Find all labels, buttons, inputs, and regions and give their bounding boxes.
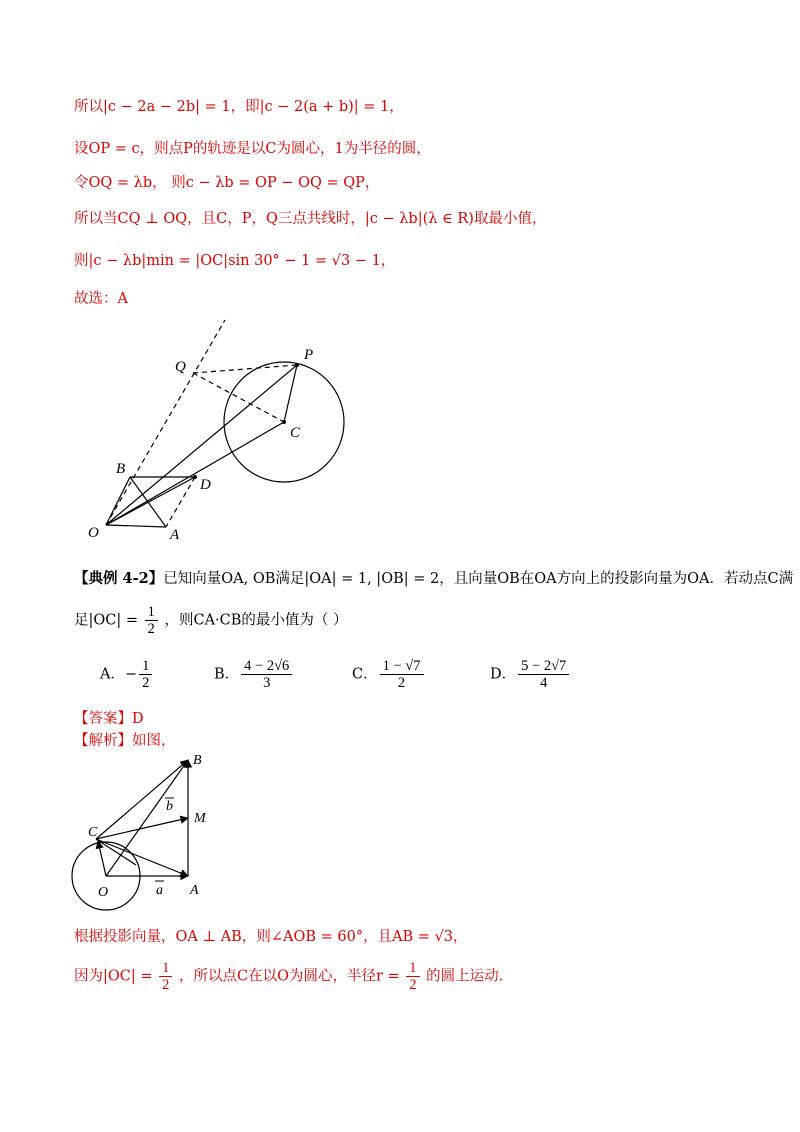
label-C: C (290, 425, 301, 441)
label2-B: B (193, 753, 202, 768)
solution-line-3: 令OQ = λb， 则c − λb = OP − OQ = QP， (74, 175, 380, 191)
figure-2-diagram (70, 748, 220, 920)
label2-a: a (156, 883, 163, 898)
label2-b: b (166, 799, 173, 814)
label2-A: A (190, 883, 199, 898)
stem-fraction: $\frac{1}{2}$ (145, 604, 158, 637)
label-Q: Q (175, 359, 186, 375)
label-D: D (200, 477, 211, 493)
option-b[interactable]: B． $\frac{4 - 2√6}{3}$ (214, 658, 294, 691)
option-d[interactable]: D． $\frac{5 - 2√7}{4}$ (490, 658, 571, 691)
solution-line-5: 则|c − λb|min = |OC|sin 30° − 1 = √3 − 1， (74, 253, 396, 269)
answer-tag: 【答案】 (74, 711, 132, 727)
label-A: A (170, 527, 180, 543)
answer-line (74, 708, 144, 730)
option-c[interactable]: C． $\frac{1 - √7}{2}$ (352, 658, 426, 691)
closing-line-2: 因为|OC| = $\frac{1}{2}$ ，所以点C在以O为圆心，半径r = $\frac{1}{2}$ 的圆上运动. (74, 960, 504, 993)
label-B: B (116, 461, 126, 477)
figure-1-dashed-ray (106, 320, 225, 525)
solution-line-1: 所以|c − 2a − 2b| = 1，即|c − 2(a + b)| = 1， (74, 99, 404, 115)
example-stem-line-2: 足|OC| = $\frac{1}{2}$ ，则CA·CB的最小值为（ ） (74, 604, 348, 637)
option-a[interactable]: A．− $\frac{1}{2}$ (100, 658, 154, 691)
example-stem-text: 已知向量OA, OB满足|OA| = 1, |OB| = 2，且向量OB在OA方向上的投影向量为OA．若动点C满 (163, 571, 794, 587)
example-tag: 【典例 4-2】 (74, 570, 164, 587)
label2-O: O (98, 885, 109, 900)
analysis-text: 如图， (132, 733, 176, 749)
label-O: O (88, 525, 99, 541)
answer-value: D (132, 711, 144, 727)
solution-line-2: 设OP = c，则点P的轨迹是以C为圆心，1为半径的圆， (74, 141, 431, 157)
label2-C: C (88, 825, 98, 840)
solution-line-4: 所以当CQ ⊥ OQ，且C，P，Q三点共线时，|c − λb|(λ ∈ R)取最小值， (74, 211, 547, 227)
label2-M: M (194, 811, 206, 826)
example-stem-line-1 (74, 568, 793, 590)
label-P: P (304, 347, 314, 363)
closing-line-1: 根据投影向量，OA ⊥ AB，则∠AOB = 60°，且AB = √3， (74, 929, 468, 945)
analysis-tag: 【解析】 (74, 733, 132, 749)
solution-line-6: 故选：A (74, 291, 128, 307)
figure-1-diagram (80, 315, 370, 547)
